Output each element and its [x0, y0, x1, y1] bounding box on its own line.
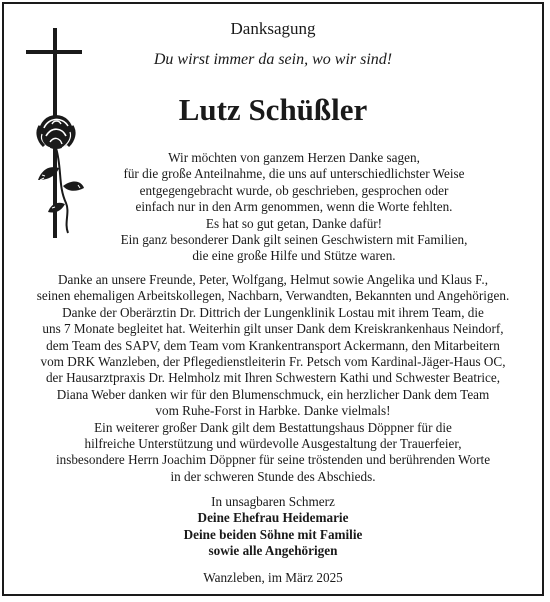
signature-line: Deine beiden Söhne mit Familie	[183, 526, 363, 542]
body-line: vom DRK Wanzleben, der Pflegedienstleiterin Fr. Petsch vom Kardinal-Jäger-Haus OC,	[40, 354, 506, 370]
intro-line: Wir möchten von ganzem Herzen Danke sagen,	[168, 150, 420, 165]
body-line: Danke der Oberärztin Dr. Dittrich der Lungenklinik Lostau mit ihrem Team, die	[62, 304, 484, 320]
body-line: Diana Weber danken wir für den Blumenschmuck, ein herzlicher Dank dem Team	[56, 386, 490, 402]
notice-title: Danksagung	[230, 19, 316, 38]
body-line: Ein weiterer großer Dank gilt dem Bestattungshaus Döppner für die	[94, 419, 452, 435]
intro-text	[34, 150, 550, 265]
notice-subtitle: Du wirst immer da sein, wo wir sind!	[153, 51, 393, 68]
body-line: seinen ehemaligen Arbeitskollegen, Nachbarn, Verwandten, Bekannten und Angehörigen.	[36, 288, 510, 304]
body-line: der Hausarztpraxis Dr. Helmholz mit Ihren Schwestern Kathi und Schwester Beatrice,	[45, 370, 501, 386]
body-line: Danke an unsere Freunde, Peter, Wolfgang, Helmut sowie Angelika und Klaus F.,	[57, 272, 488, 287]
intro-line: für die große Anteilnahme, die uns auf unterschiedlichster Weise	[123, 166, 465, 182]
body-line: in der schweren Stunde des Abschieds.	[170, 468, 376, 484]
intro-line: einfach nur in den Arm genommen, wenn die Worte fehlten.	[135, 199, 453, 215]
signature-block	[4, 494, 542, 560]
intro-line: entgegengebracht wurde, ob geschrieben, gesprochen oder	[139, 182, 449, 198]
obituary-notice	[2, 2, 544, 596]
body-text	[4, 272, 542, 485]
signature-line: sowie alle Angehörigen	[208, 543, 338, 559]
intro-line: Es hat so gut getan, Danke dafür!	[205, 215, 383, 231]
body-line: hilfreiche Unterstützung und würdevolle Ausgestaltung der Trauerfeier,	[84, 436, 462, 452]
intro-line: die eine große Hilfe und Stütze waren.	[192, 248, 396, 264]
intro-line: Ein ganz besonderer Dank gilt seinen Geschwistern mit Familien,	[120, 232, 468, 248]
body-line: insbesondere Herrn Joachim Döppner für seine tröstenden und berührenden Worte	[55, 452, 491, 468]
deceased-name: Lutz Schüßler	[178, 92, 368, 127]
signature-intro: In unsagbaren Schmerz	[211, 494, 335, 509]
body-line: uns 7 Monate begleitet hat. Weiterhin gilt unser Dank dem Kreiskrankenhaus Neindorf,	[42, 321, 504, 337]
signature-line: Deine Ehefrau Heidemarie	[197, 510, 349, 526]
body-line: vom Ruhe-Forst in Harbke. Danke vielmals!	[155, 403, 391, 419]
body-line: dem Team des SAPV, dem Team vom Krankentransport Ackermann, den Mitarbeitern	[46, 337, 500, 353]
place-date: Wanzleben, im März 2025	[203, 570, 343, 585]
